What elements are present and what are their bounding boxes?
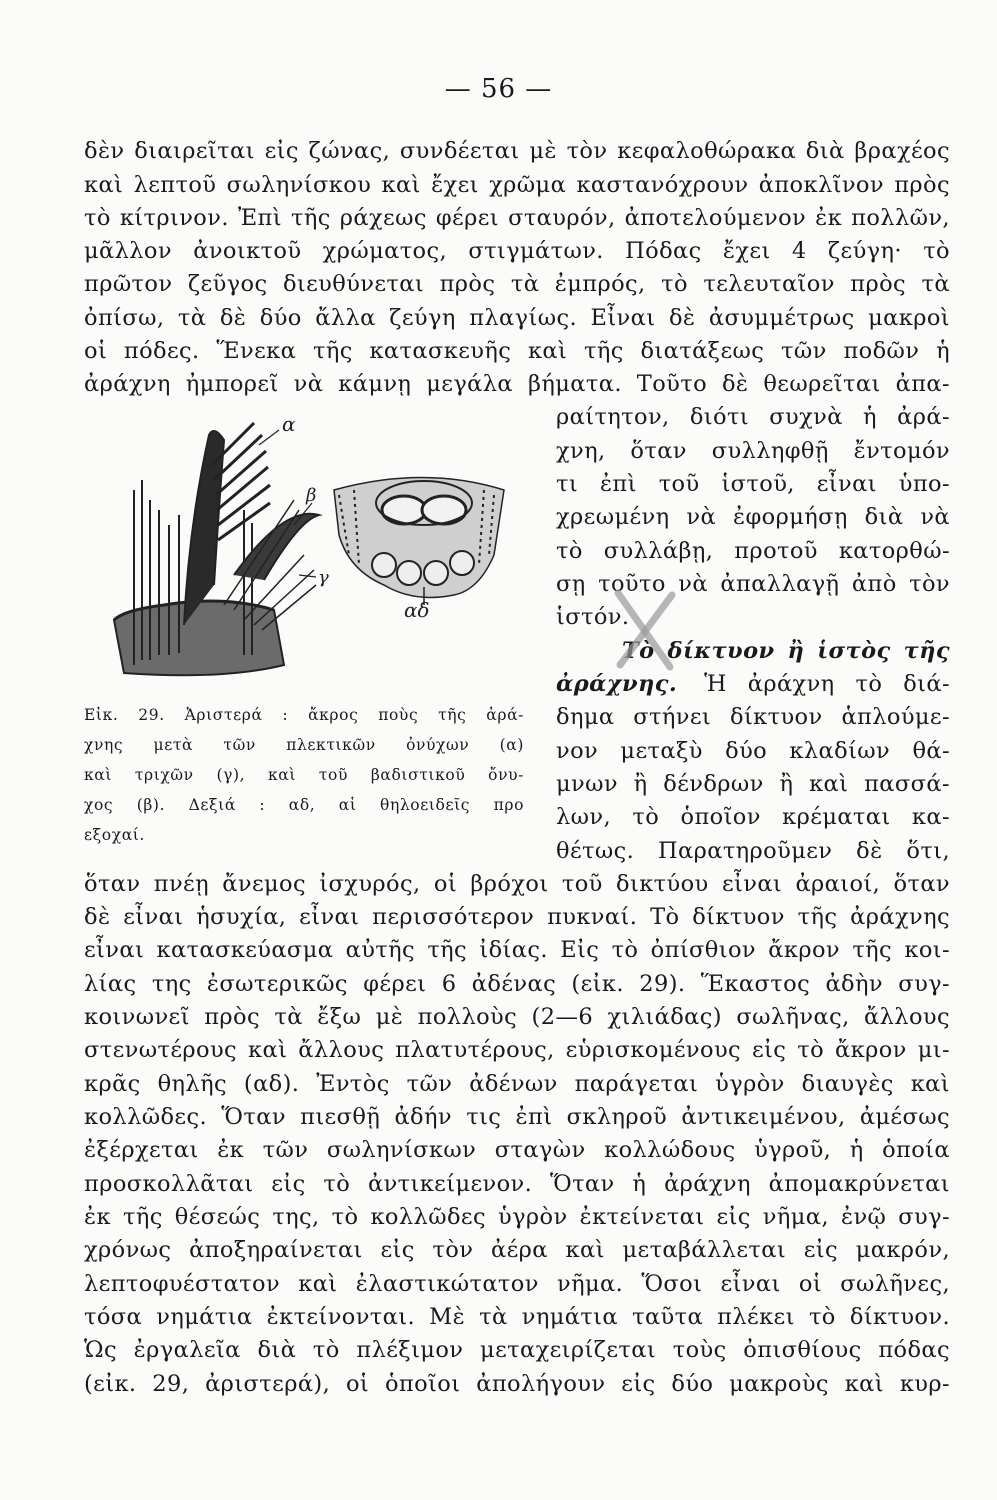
paragraph-start: Ἡ ἀράχνη τὸ διά- (704, 671, 950, 697)
text-line: τι ἐπὶ τοῦ ἱστοῦ, εἶναι ὑπο- (556, 471, 950, 497)
text-line: θέτως. Παρατηροῦμεν δὲ ὅτι, (556, 838, 950, 864)
text-line: σῃ τοῦτο νὰ ἀπαλλαγῇ ἀπὸ τὸν (556, 571, 950, 597)
text-line: δημα στήνει δίκτυον ἁπλούμε- (556, 704, 950, 730)
text-line: ὅταν πνέῃ ἄνεμος ἰσχυρός, οἱ βρόχοι τοῦ δικτύου εἶναι ἀραιοί, ὅταν (84, 871, 950, 897)
text-line: στενωτέρους καὶ ἄλλους πλατυτέρους, εὑρισκομένους εἰς τὸ ἄκρον μι- (84, 1037, 950, 1063)
spider-leg-illustration (84, 405, 544, 695)
spinnerets-drawing (334, 478, 504, 606)
text-line: καὶ λεπτοῦ σωληνίσκου καὶ ἔχει χρῶμα καστανόχρουν ἀποκλῖνον πρὸς (84, 172, 950, 198)
text-line: ἐκ τῆς θέσεώς της, τὸ κολλῶδες ὑγρὸν ἐκτείνεται εἰς νῆμα, ἐνῷ συγ- (84, 1204, 950, 1230)
text-line: λίας της ἐσωτερικῶς φέρει 6 ἀδένας (εἰκ. 29). Ἕκαστος ἀδὴν συγ- (84, 971, 950, 997)
text-line: χρόνως ἀποξηραίνεται εἰς τὸν ἀέρα καὶ μεταβάλλεται εἰς μακρόν, (84, 1237, 950, 1263)
section-title: Τὸ δίκτυον ἢ ἱστὸς τῆς (622, 638, 950, 664)
figure-label-ad: αδ (404, 598, 430, 622)
text-line: λων, τὸ ὁποῖον κρέμαται κα- (556, 804, 950, 830)
figure-label-g: γ (318, 567, 329, 588)
figure-caption-line: χος (β). Δεξιά : αδ, αἱ θηλοειδεῖς προ (84, 796, 524, 814)
text-line: Ὡς ἐργαλεῖα διὰ τὸ πλέξιμον μεταχειρίζεται τοὺς ὀπισθίους πόδας (84, 1337, 950, 1363)
text-line: κοινωνεῖ πρὸς τὰ ἔξω μὲ πολλοὺς (2—6 χιλιάδας) σωλῆνας, ἄλλους (84, 1004, 950, 1030)
text-line: νον μεταξὺ δύο κλαδίων θά- (556, 738, 950, 764)
figure-label-a: α (282, 412, 296, 436)
text-line: λεπτοφυέστατον καὶ ἐλαστικώτατον νῆμα. Ὅσοι εἶναι οἱ σωλῆνες, (84, 1271, 950, 1297)
spider-foot-drawing (114, 423, 319, 675)
text-line: (εἰκ. 29, ἀριστερά), οἱ ὁποῖοι ἀπολήγουν εἰς δύο μακροὺς καὶ κυρ- (84, 1371, 950, 1397)
text-line: εἶναι κατασκεύασμα αὐτῆς τῆς ἰδίας. Εἰς τὸ ὀπίσθιον ἄκρον τῆς κοι- (84, 937, 950, 963)
text-line: ἀράχνη ἠμπορεῖ νὰ κάμνῃ μεγάλα βήματα. Τοῦτο δὲ θεωρεῖται ἀπα- (84, 371, 950, 397)
text-line: μνων ἢ δένδρων ἢ καὶ πασσά- (556, 771, 950, 797)
figure-label-b: β (306, 485, 317, 506)
text-line: μᾶλλον ἀνοικτοῦ χρώματος, στιγμάτων. Πόδας ἔχει 4 ζεύγη· τὸ (84, 238, 950, 264)
text-line: δὲν διαιρεῖται εἰς ζώνας, συνδέεται μὲ τὸν κεφαλοθώρακα διὰ βραχέος (84, 138, 950, 164)
text-line: ραίτητον, διότι συχνὰ ἡ ἀρά- (556, 404, 950, 430)
figure-caption-line: καὶ τριχῶν (γ), καὶ τοῦ βαδιστικοῦ ὄνυ- (84, 766, 524, 784)
text-line: κολλῶδες. Ὅταν πιεσθῇ ἀδήν τις ἐπὶ σκληροῦ ἀντικειμένου, ἀμέσως (84, 1104, 950, 1130)
text-line: τὸ συλλάβῃ, προτοῦ κατορθώ- (556, 538, 950, 564)
text-line: δὲ εἶναι ἡσυχία, εἶναι περισσότερον πυκναί. Τὸ δίκτυον τῆς ἀράχνης (84, 904, 950, 930)
text-line: ἱστόν. (556, 604, 630, 630)
text-line: τὸ κίτρινον. Ἐπὶ τῆς ράχεως φέρει σταυρόν, ἀποτελούμενον ἐκ πολλῶν, (84, 205, 950, 231)
section-title-cont: ἀράχνης. (556, 671, 678, 697)
text-line: χρεωμένη νὰ ἐφορμήσῃ διὰ νὰ (556, 504, 950, 530)
figure-caption-line: εξοχαί. (84, 826, 145, 844)
figure-caption-line: χνης μετὰ τῶν πλεκτικῶν ὀνύχων (α) (84, 736, 524, 754)
page-number: — 56 — (444, 74, 553, 104)
pencil-cross-mark (600, 585, 690, 675)
text-line: προσκολλᾶται εἰς τὸ ἀντικείμενον. Ὅταν ἡ ἀράχνη ἀπομακρύνεται (84, 1171, 950, 1197)
text-line: ὀπίσω, τὰ δὲ δύο ἄλλα ζεύγη πλαγίως. Εἶναι δὲ ἀσυμμέτρως μακροὶ (84, 305, 950, 331)
text-line: πρῶτον ζεῦγος διευθύνεται πρὸς τὰ ἐμπρός, τὸ τελευταῖον πρὸς τὰ (84, 271, 950, 297)
text-line: κρᾶς θηλῆς (αδ). Ἐντὸς τῶν ἀδένων παράγεται ὑγρὸν διαυγὲς καὶ (84, 1071, 950, 1097)
text-line: ἐξέρχεται ἐκ τῶν σωληνίσκων σταγὼν κολλώδους ὑγροῦ, ἡ ὁποία (84, 1137, 950, 1163)
text-line: χνη, ὅταν συλληφθῇ ἔντομόν (556, 438, 950, 464)
text-line: οἱ πόδες. Ἕνεκα τῆς κατασκευῆς καὶ τῆς διατάξεως τῶν ποδῶν ἡ (84, 338, 950, 364)
figure-caption-line: Εἰκ. 29. Ἀριστερά : ἄκρος ποὺς τῆς ἀρά- (84, 706, 524, 724)
text-line: τόσα νημάτια ἐκτείνονται. Μὲ τὰ νημάτια ταῦτα πλέκει τὸ δίκτυον. (84, 1304, 950, 1330)
